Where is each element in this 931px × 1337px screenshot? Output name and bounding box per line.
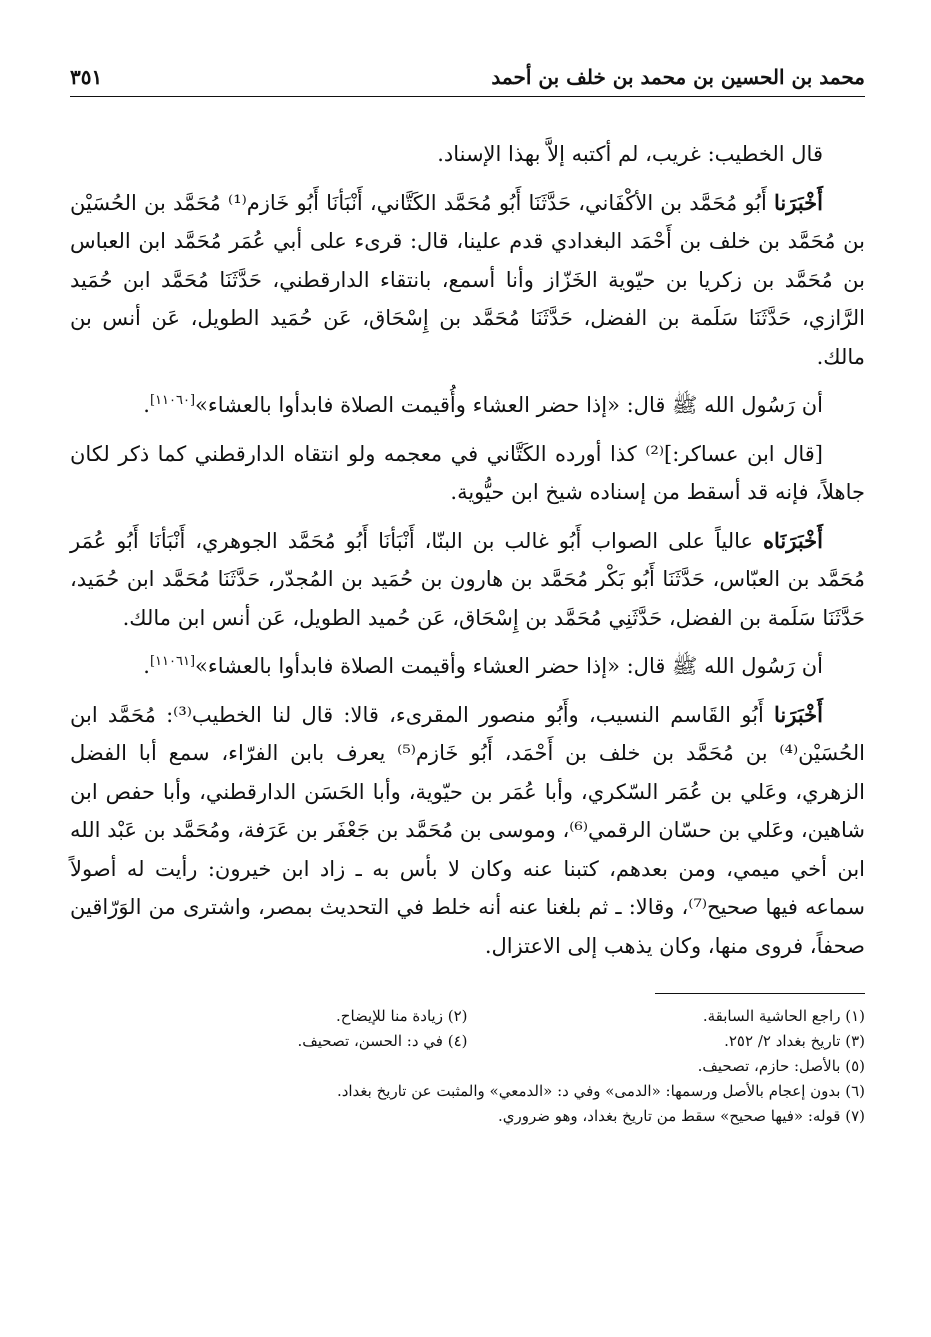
running-title: محمد بن الحسين بن محمد بن خلف بن أحمد (491, 65, 865, 89)
hadith-number: [١١٠٦٠] (149, 393, 196, 408)
footnote-5: (٥) بالأصل: حازم، تصحيف. (697, 1057, 865, 1075)
footnote-2: (٢) زيادة منا للإيضاح. (336, 1007, 468, 1025)
paragraph-text: عالياً على الصواب أَبُو غالب بن البنّا، أَنْبَأنَا أَبُو مُحَمَّد الجوهري، أَنْبَأنَا أَبُو عُمَر مُحَمَّد بن العبّاس، حَدَّثَنَا أَبُو بَكْر مُحَمَّد بن هارون بن حُمَيد بن المُجدّر، حَدَّثَنَا مُحَمَّد ابن حُمَيد، حَدَّثَنَا سَلَمة بن الفضل، حَدَّثَنِي مُحَمَّد بن إِسْحَاق، عَن حُميد الطويل، عَن أنس ابن مالك. (70, 528, 865, 630)
page-number: ٣٥١ (70, 65, 103, 89)
footnote-4: (٤) في د: الحسن، تصحيف. (297, 1032, 468, 1050)
lead-word: أَخْبَرَنَاه (763, 527, 823, 553)
paragraph-4 (70, 435, 865, 512)
paragraph-6: أن رَسُول الله ﷺ قال: «إذا حضر العشاء وأقيمت الصلاة فابدأوا بالعشاء»[١١٠٦١]. (143, 654, 823, 678)
body-text (70, 135, 865, 965)
paragraph-7 (70, 696, 865, 966)
lead-word: أَخْبَرَنا (774, 701, 823, 727)
paragraph-1 (70, 135, 865, 174)
footnote-7: (٧) قوله: «فيها صحيح» سقط من تاريخ بغداد، وهو ضروري. (497, 1107, 865, 1125)
paragraph-3: أن رَسُول الله ﷺ قال: «إذا حضر العشاء وأُقيمت الصلاة فابدأوا بالعشاء»[١١٠٦٠]. (143, 393, 823, 417)
footnote-row (70, 1004, 865, 1029)
hadith-text: أن رَسُول الله ﷺ قال: «إذا حضر العشاء وأُقيمت الصلاة فابدأوا بالعشاء» (195, 393, 823, 417)
paragraph-text: قال الخطيب: غريب، لم أكتبه إلاَّ بهذا الإسناد. (437, 142, 823, 166)
paragraph-text: [قال ابن عساكر:]⁽²⁾ كذا أورده الكَتَّاني في معجمه ولو انتقاه الدارقطني كما ذكر لكان جاهلاً، فإنه قد أسقط من إسناده شيخ ابن حيُّوية. (70, 441, 865, 504)
footnote-1: (١) راجع الحاشية السابقة. (702, 1007, 865, 1025)
paragraph-5 (70, 522, 865, 638)
page-header (70, 60, 865, 97)
hadith-number: [١١٠٦١] (149, 654, 196, 669)
lead-word: أَخْبَرَنا (774, 189, 823, 215)
page (70, 60, 865, 1129)
footnote-6: (٦) بدون إعجام بالأصل ورسمها: «الدمى» وفي د: «الدمعي» والمثبت عن تاريخ بغداد. (336, 1082, 865, 1100)
paragraph-text: أَبُو مُحَمَّد بن الأكْفَاني، حَدَّثَنَا أَبُو مُحَمَّد الكَتَّاني، أَنْبَأنَا أَبُو خَازم⁽¹⁾ مُحَمَّد بن الحُسَيْن بن مُحَمَّد بن خلف بن أَحْمَد البغدادي قدم علينا، قال: قرىء على أبي عُمَر مُحَمَّد ابن العباس بن مُحَمَّد بن زكريا بن حيّوية الخَزّاز وأنا أسمع، بانتقاء الدارقطني، حَدَّثَنَا مُحَمَّد ابن حُمَيد الرَّازي، حَدَّثَنَا سَلَمة بن الفضل، حَدَّثَنَا مُحَمَّد بن إِسْحَاق، عَن حُمَيد الطويل، عَن أنس بن مالك. (70, 190, 865, 369)
footnote-row (70, 1029, 865, 1054)
footnote-divider (655, 993, 865, 994)
hadith-text: أن رَسُول الله ﷺ قال: «إذا حضر العشاء وأقيمت الصلاة فابدأوا بالعشاء» (195, 654, 823, 678)
footnote-3: (٣) تاريخ بغداد ٢/ ٢٥٢. (724, 1032, 865, 1050)
paragraph-text: أَبُو القَاسم النسيب، وأَبُو منصور المقرىء، قالا: قال لنا الخطيب⁽³⁾: مُحَمَّد ابن الحُسَيْن⁽⁴⁾ بن مُحَمَّد بن خلف بن أَحْمَد، أَبُو خَازم⁽⁵⁾ يعرف بابن الفرّاء، سمع أبا الفضل الزهري، وعَلي بن عُمَر السّكري، وأبا عُمَر بن حيّوية، وأبا الحَسَن الدارقطني، وأبا حفص ابن شاهين، وعَلي بن حسّان الرقمي⁽⁶⁾، وموسى بن مُحَمَّد بن جَعْفَر بن عَرَفة، ومُحَمَّد بن عَبْد الله ابن أخي ميمي، ومن بعدهم، كتبنا عنه وكان لا بأس به ـ زاد ابن خيرون: رأيت له أصولاً سماعه فيها صحيح⁽⁷⁾، وقالا: ـ ثم بلغنا عنه أنه خلط في التحديث بمصر، واشترى من الوَرّاقين صحفاً، فروى منها، وكان يذهب إلى الاعتزال. (70, 702, 865, 958)
footnotes (70, 1004, 865, 1129)
paragraph-2 (70, 184, 865, 377)
